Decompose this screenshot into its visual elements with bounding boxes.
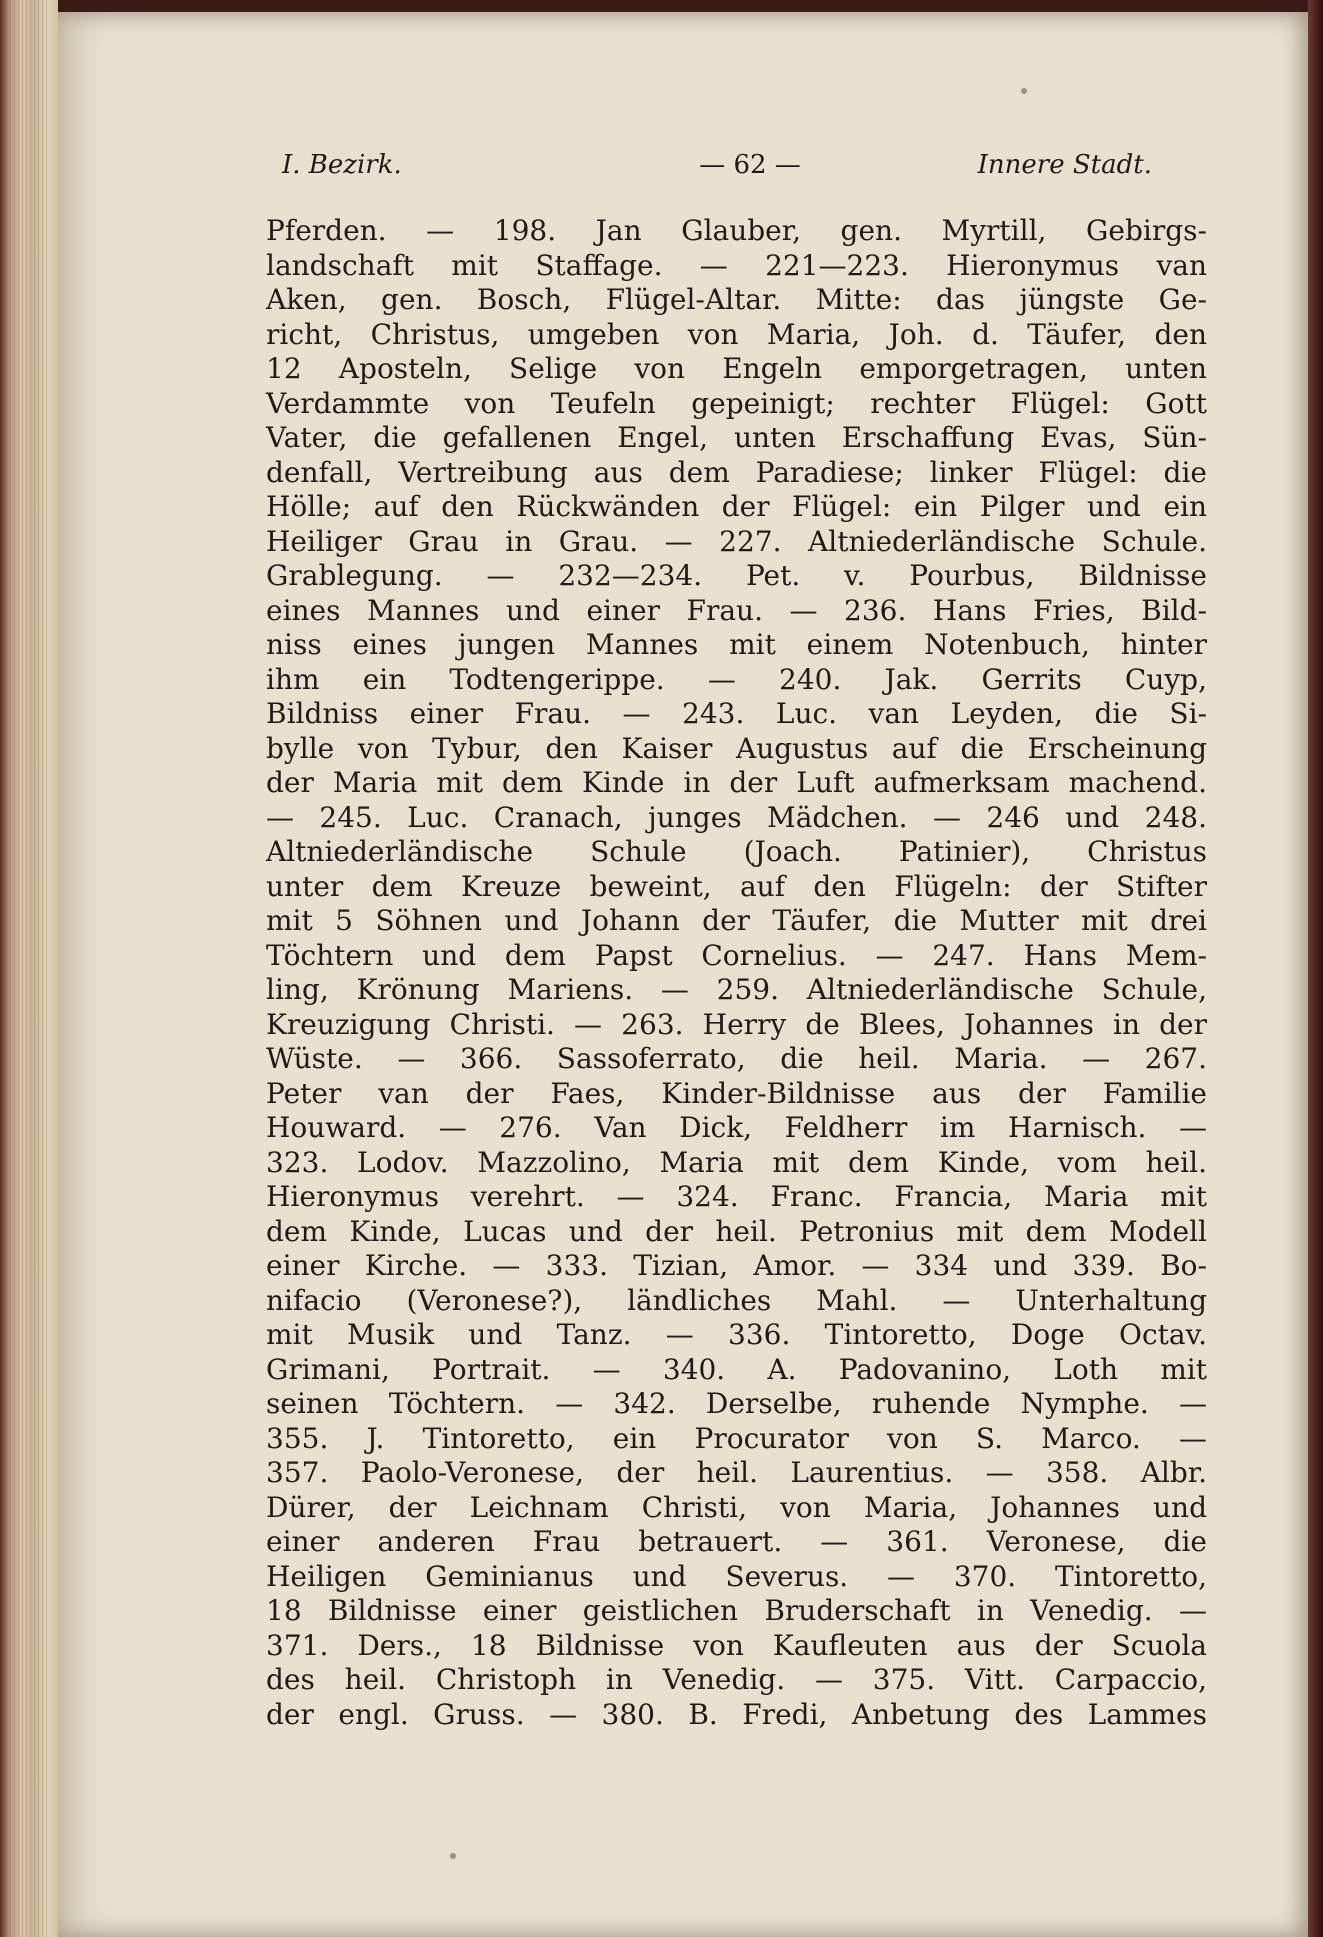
- text-line: Hölle; auf den Rückwänden der Flügel: ein Pilger und ein: [266, 490, 1207, 523]
- text-line: Peter van der Faes, Kinder-Bildnisse aus der Familie: [266, 1076, 1207, 1110]
- text-line: 18 Bildnisse einer geistlichen Bruderschaft in Venedig. —: [266, 1594, 1207, 1627]
- running-header: [230, 150, 1180, 190]
- text-line: 355. J. Tintoretto, ein Procurator von S. Marco. —: [266, 1421, 1207, 1455]
- text-line: Grimani, Portrait. — 340. A. Padovanino, Loth mit: [266, 1352, 1207, 1386]
- text-line: seinen Töchtern. — 342. Derselbe, ruhende Nymphe. —: [266, 1387, 1207, 1420]
- book-spine-edge: [0, 0, 58, 1937]
- text-line: Kreuzigung Christi. — 263. Herry de Blees, Johannes in der: [266, 1007, 1207, 1041]
- text-line: Pferden. — 198. Jan Glauber, gen. Myrtill, Gebirgs-: [266, 214, 1207, 247]
- paper-speck: [450, 1853, 456, 1859]
- text-line: Heiliger Grau in Grau. — 227. Altniederländische Schule.: [266, 524, 1207, 558]
- text-line: Verdammte von Teufeln gepeinigt; rechter Flügel: Gott: [266, 386, 1207, 420]
- text-line: dem Kinde, Lucas und der heil. Petronius mit dem Modell: [266, 1214, 1207, 1248]
- text-line: nifacio (Veronese?), ländliches Mahl. — Unterhaltung: [266, 1283, 1207, 1317]
- header-section: Innere Stadt.: [977, 150, 1152, 180]
- text-line: Wüste. — 366. Sassoferrato, die heil. Maria. — 267.: [266, 1042, 1207, 1075]
- text-line: 357. Paolo-Veronese, der heil. Laurentius. — 358. Albr.: [266, 1456, 1207, 1489]
- text-line: mit 5 Söhnen und Johann der Täufer, die Mutter mit drei: [266, 904, 1207, 937]
- page-number: — 62 —: [699, 150, 801, 180]
- text-line: der engl. Gruss. — 380. B. Fredi, Anbetung des Lammes: [266, 1697, 1207, 1731]
- text-line: Grablegung. — 232—234. Pet. v. Pourbus, Bildnisse: [266, 559, 1207, 592]
- text-line: landschaft mit Staffage. — 221—223. Hieronymus van: [266, 248, 1207, 282]
- text-line: der Maria mit dem Kinde in der Luft aufmerksam machend.: [266, 766, 1207, 799]
- text-line: Altniederländische Schule (Joach. Patinier), Christus: [266, 835, 1207, 868]
- text-line: 323. Lodov. Mazzolino, Maria mit dem Kinde, vom heil.: [266, 1145, 1207, 1179]
- text-line: Dürer, der Leichnam Christi, von Maria, Johannes und: [266, 1490, 1207, 1524]
- text-line: denfall, Vertreibung aus dem Paradiese; linker Flügel: die: [266, 455, 1207, 489]
- text-line: mit Musik und Tanz. — 336. Tintoretto, Doge Octav.: [266, 1318, 1207, 1351]
- text-line: des heil. Christoph in Venedig. — 375. Vitt. Carpaccio,: [266, 1663, 1207, 1696]
- text-line: Heiligen Geminianus und Severus. — 370. Tintoretto,: [266, 1559, 1207, 1593]
- body-text: [266, 214, 1207, 1732]
- paper-speck: [1021, 88, 1027, 94]
- text-line: einer anderen Frau betrauert. — 361. Veronese, die: [266, 1525, 1207, 1558]
- text-line: — 245. Luc. Cranach, junges Mädchen. — 246 und 248.: [266, 800, 1207, 834]
- text-line: ihm ein Todtengerippe. — 240. Jak. Gerrits Cuyp,: [266, 662, 1207, 696]
- text-line: 12 Aposteln, Selige von Engeln emporgetragen, unten: [266, 352, 1207, 385]
- text-line: 371. Ders., 18 Bildnisse von Kaufleuten aus der Scuola: [266, 1628, 1207, 1662]
- text-line: bylle von Tybur, den Kaiser Augustus auf die Erscheinung: [266, 731, 1207, 765]
- text-line: niss eines jungen Mannes mit einem Notenbuch, hinter: [266, 628, 1207, 661]
- text-line: Vater, die gefallenen Engel, unten Erschaffung Evas, Sün-: [266, 421, 1207, 454]
- text-line: Bildniss einer Frau. — 243. Luc. van Leyden, die Si-: [266, 697, 1207, 730]
- text-line: Houward. — 276. Van Dick, Feldherr im Harnisch. —: [266, 1111, 1207, 1144]
- book-cover-edge: [1308, 0, 1323, 1937]
- text-line: einer Kirche. — 333. Tizian, Amor. — 334 und 339. Bo-: [266, 1249, 1207, 1282]
- text-line: Töchtern und dem Papst Cornelius. — 247. Hans Mem-: [266, 938, 1207, 972]
- text-line: ling, Krönung Mariens. — 259. Altniederländische Schule,: [266, 973, 1207, 1006]
- text-line: richt, Christus, umgeben von Maria, Joh. d. Täufer, den: [266, 317, 1207, 351]
- header-district: I. Bezirk.: [282, 150, 402, 180]
- text-line: Hieronymus verehrt. — 324. Franc. Francia, Maria mit: [266, 1180, 1207, 1213]
- text-line: unter dem Kreuze beweint, auf den Flügeln: der Stifter: [266, 869, 1207, 903]
- text-line: eines Mannes und einer Frau. — 236. Hans Fries, Bild-: [266, 593, 1207, 627]
- text-line: Aken, gen. Bosch, Flügel-Altar. Mitte: das jüngste Ge-: [266, 283, 1207, 316]
